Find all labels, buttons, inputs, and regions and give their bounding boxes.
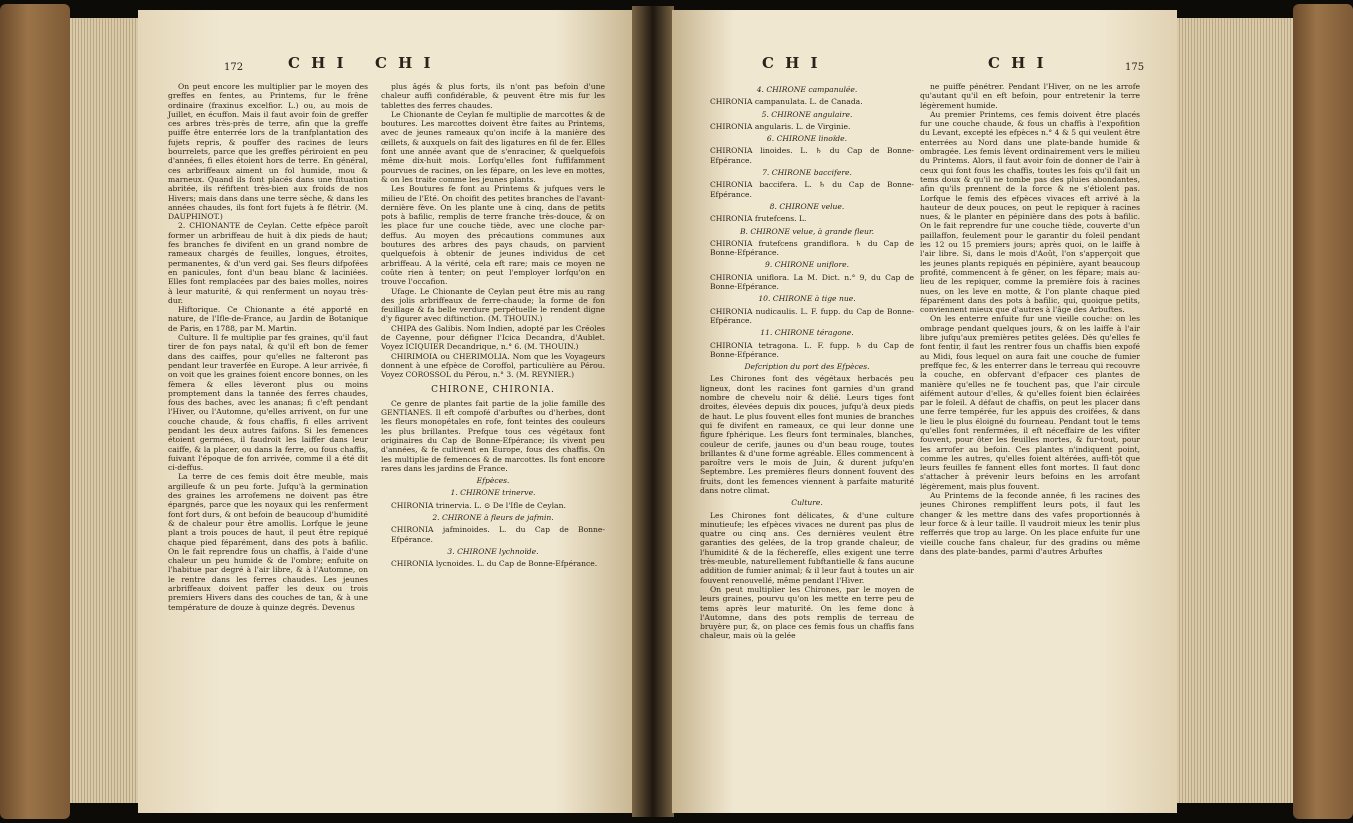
subsection-heading: Culture.: [791, 498, 823, 508]
species-entry: CHIRONIA angularis. L. de Virginie.: [710, 121, 851, 131]
page-edges-left: [70, 18, 138, 803]
paragraph: CHIPA des Galibis. Nom Indien, adopté par les Créoles de Cayenne, pour défigner l'Icica Decandra, d'Aublet. Voyez ICIQUIER Decandrique, n.° 6. (M. THOUIN.): [381, 323, 605, 352]
species-entry: 4. CHIRONE campanulée.: [756, 85, 858, 94]
subsection-heading: Defcription du port des Efpèces.: [744, 362, 870, 372]
paragraph: Culture. Il fe multiplie par fes graines, qu'il faut tirer de fon pays natal, & qu'il eft bon de femer dans des caiffes, pour qu'elles ne falteront pas pendant leur traverfée en Europe. A leur arrivée, fi on voit que les graines foient encore bonnes, on les fèmera & elles lèveront plus ou moins promptement dans la tannée des ferres chaudes, fous des baches, avec les ananas; fi c'eft pendant l'Hiver, ou l'Automne, qu'elles arrivent, on fur une couche chaude, & fous chaffis, fi elles arrivent pendant les deux autres faifons. Si les femences étoient germées, il faudroit les laiffer dans leur caiffe, & la placer, ou dans la ferre, ou fous chaffis, fuivant l'époque de fon arrivée, comme il a été dit ci-deffus.: [168, 333, 368, 473]
paragraph: Au premier Printems, ces femis doivent être placés fur une couche chaude, & fous un chaffis à l'expofition du Levant, excepté les efpèces n.° 4 & 5 qui veulent être enterrées au Nord dans une plate-bande humide & ombragée. Les femis lèvent ordinairement vers le milieu du Printems. Alors, il faut avoir foin de donner de l'air à ceux qui font fous les chaffis, toutes les fois qu'il fait un tems doux & qu'il ne tombe pas des pluies abondantes, afin qu'ils prennent de la force & ne s'étiolent pas. Lorfque le femis des efpèces vivaces eft arrivé à la hauteur de deux pouces, on peut le repiquer à racines nues, & le planter en pépinière dans des pots à bafilic. On le fait reprendre fur une couche tiède, couverte d'un paillaffon, feulement pour le garantir du foleil pendant les 12 ou 15 premiers jours; après quoi, on le laiffe à l'air libre. Si, dans le mois d'Août, l'on s'apperçoit que les jeunes plants repiqués en pépinière, ayant beaucoup profité, commencent à fe gêner, on les fépare; mais au-lieu de les repiquer, comme la première fois à racines nues, on les leve en motte, & l'on plante chaque pied féparément dans des pots à bafilic, qui, quoique petits, conviennent mieux que d'autres à l'âge des Arbuftes.: [920, 109, 1140, 315]
book-cover-left: [0, 4, 70, 819]
species-entry: 8. CHIRONE velue.: [769, 201, 845, 211]
subsection-heading: Efpèces.: [476, 476, 510, 486]
species-entry: CHIRONIA lycnoides. L. du Cap de Bonne-Efpérance.: [391, 559, 598, 569]
page-175-col-2: [920, 10, 1177, 813]
paragraph: La terre de ces femis doit être meuble, mais argilleufe & un peu forte. Jufqu'à la germination des graines les arrofemens ne doivent pas être épargnés, parce que les noyaux qui les renferment font fort durs, & ont befoin de beaucoup d'humidité & de chaleur pour être amollis. Lorfque le jeune plant a trois pouces de haut, il peut être repiqué chaque pied féparément, dans des pots à bafilic. On le fait reprendre fous un chaffis, à l'aide d'une chaleur un peu humide & de l'ombre; enfuite on l'habitue par degré à l'air libre, & à l'Automne, on le rentre dans les ferres chaudes. Les jeunes arbriffeaux doivent paffer les deux ou trois premiers Hivers dans des couches de tan, & à une température de douze à quinze degrés. Devenus: [168, 472, 368, 612]
species-entry: CHIRONIA frutefcens. L.: [710, 214, 807, 224]
page-175-col-1: [672, 10, 920, 813]
species-entry: CHIRONIA uniflora. La M. Dict. n.° 9, du Cap de Bonne-Efpérance.: [710, 272, 914, 292]
species-entry: 9. CHIRONE uniflore.: [764, 260, 850, 270]
species-entry: 6. CHIRONE linoïde.: [766, 134, 848, 144]
species-entry: 10. CHIRONE à tige nue.: [758, 294, 856, 304]
paragraph: On peut encore les multiplier par le moyen des greffes en fentes, au Printems, fur le frêne ordinaire (fraxinus excelfior. L.) ou, au mois de Juillet, en écuffon. Mais il faut avoir foin de greffer ces arbres très-près de terre, afin que la greffe puiffe être enterrée lors de la tranfplantation des fujets repris, & pouffer des racines de leurs bourrelets, parce que les greffes périroient en peu d'années, fi elles étoient hors de terre. En général, ces arbriffeaux aiment un fol humide, mou & marneux. Quand ils font placés dans une fituation abritée, ils réfiftent très-bien aux froids de nos Hivers; mais dans dans une terre sèche, & dans les années chaudes, ils font fort fujets à fe flétrir. (M. DAUPHINOT.): [168, 82, 368, 222]
page-number: 172: [224, 62, 244, 73]
paragraph: On les enterre enfuite fur une vieille couche: on les ombrage pendant quelques jours, & on les laiffe à l'air libre jufqu'aux premières petites gelées. Dès qu'elles fe font fentir, il faut les rentrer fous un chaffis bien expofé au Midi, fous lequel on aura fait une couche de fumier preffque fec, & les enterrer dans le terreau qui recouvre la couche, en obfervant d'efpacer ces plantes de manière qu'elles ne fe touchent pas, que l'air circule aifément autour d'elles, & qu'elles foient bien éclairées par le foleil. A défaut de chaffis, on peut les placer dans une ferre tempérée, fur les appuis des croifées, & dans le lieu le plus éloigné du fourneau. Pendant tout le tems qu'elles font renfermées, il eft néceffaire de les vifiter fouvent, pour ôter les feuilles mortes, & fur-tout, pour les arrofer au befoin. Ces plantes n'indiquent point, comme les autres, qu'elles foient altérées, auffi-tôt que leurs feuilles fe fannent elles font mortes. Il faut donc s'attacher à prévenir leurs befoins en les arrofant légèrement, mais plus fouvent.: [920, 314, 1140, 491]
paragraph: 2. CHIONANTE de Ceylan. Cette efpèce paroît former un arbriffeau de huit à dix pieds de haut; fes branches fe divifent en un grand nombre de rameaux chargés de feuilles, longues, étroites, permanentes, & d'un verd gai. Ses fleurs difpofées en panicules, font d'un beau blanc & laciniées. Elles font remplacées par des baies molles, noires à leur maturité, & qui renferment un noyau très-dur.: [168, 221, 368, 305]
species-entry: 1. CHIRONE trinerve.: [450, 488, 536, 498]
running-header: C H I: [375, 54, 434, 72]
species-entry: CHIRONIA nudicaulis. L. F. fupp. du Cap de Bonne-Efpérance.: [710, 306, 914, 325]
species-entry: 11. CHIRONE téragone.: [760, 328, 854, 338]
paragraph: Ufage. Le Chionante de Ceylan peut être mis au rang des jolis arbriffeaux de ferre-chaude; la forme de fon feuillage & fa belle verdure perpétuelle le rendent digne d'y figurer avec diftinction. (M. THOUIN.): [381, 286, 605, 324]
paragraph: Au Printems de la feconde année, fi les racines des jeunes Chirones rempliffent leurs pots, il faut les changer & les mettre dans des vafes proportionnés à leur force & à leur taille. Il vaudroit mieux les tenir plus refferrés que trop au large. On les place enfuite fur une vieille couche fans chaleur, fur des gradins ou même dans des plate-bandes, parmi d'autres Arbuftes: [920, 491, 1140, 556]
text-column: [920, 82, 1140, 556]
species-entry: 5. CHIRONE angulaire.: [761, 109, 853, 119]
paragraph: Hiftorique. Ce Chionante a été apporté en nature, de l'Ifle-de-France, au Jardin de Botanique de Paris, en 1788, par M. Martin.: [168, 305, 368, 333]
paragraph: On peut multiplier les Chirones, par le moyen de leurs graines, pourvu qu'on les mette en terre peu de tems après leur maturité. On les feme donc à l'Automne, dans des pots remplis de terreau de bruyère pur, &, on place ces femis fous un chaffis fans chaleur, mais où la gelée: [700, 584, 914, 641]
species-entry: CHIRONIA tetragona. L. F. fupp. ♄ du Cap de Bonne-Efpérance.: [710, 340, 914, 359]
page-172-col-2: [375, 10, 633, 813]
running-header: C H I: [288, 54, 347, 72]
species-entry: B. CHIRONE velue, à grande fleur.: [739, 226, 875, 236]
species-entry: 3. CHIRONE lychnoïde.: [447, 546, 539, 556]
text-column: [168, 82, 368, 612]
species-entry: CHIRONIA trinervia. L. ⊙ De l'Ifle de Ceylan.: [391, 500, 566, 510]
species-entry: 2. CHIRONE à fleurs de jafmin.: [432, 513, 554, 523]
running-header: C H I: [762, 54, 821, 72]
paragraph: CHIRIMOIA ou CHERIMOLIA. Nom que les Voyageurs donnent à une efpèce de Coroffol, particulière au Pérou. Voyez COROSSOL du Pérou, n.° 3. (M. REYNIER.): [381, 351, 605, 380]
text-column: [381, 82, 605, 569]
species-entry: CHIRONIA frutefcens grandiflora. ♄ du Cap de Bonne-Efpérance.: [710, 238, 914, 258]
paragraph: ne puiffe pénétrer. Pendant l'Hiver, on ne les arrofe qu'autant qu'il en eft befoin, pour entretenir la terre légèrement humide.: [920, 82, 1140, 110]
running-header: C H I: [988, 54, 1047, 72]
species-entry: 7. CHIRONE baccifere.: [762, 168, 852, 178]
species-entry: CHIRONIA jafminoides. L. du Cap de Bonne-Efpérance.: [391, 525, 605, 544]
section-heading: CHIRONE, CHIRONIA.: [431, 384, 555, 395]
paragraph: Ce genre de plantes fait partie de la jolie famille des GENTIANES. Il eft compofé d'arbuftes ou d'herbes, dont les fleurs monopétales en rofe, font teintes des couleurs les plus brillantes. Prefque tous ces végétaux font originaires du Cap de Bonne-Efpérance; ils vivent peu d'années, & fe cultivent en Europe, fous des chaffis. On les multiplie de femences & de marcottes. Ils font encore rares dans les jardins de France.: [381, 398, 605, 473]
page-number: 175: [1125, 62, 1145, 73]
paragraph: Les Chirones font des végétaux herbacés peu ligneux, dont les racines font garnies d'un grand nombre de chevelu noir & délié. Leurs tiges font droites, élevées depuis dix pouces, jufqu'à deux pieds de haut. Le plus fouvent elles font munies de branches qui fe divifent en rameaux, ce qui leur donne une figure fphérique. Les fleurs font terminales, blanches, couleur de cerife, jaunes ou d'un beau rouge, toutes brillantes & d'une forme agréable. Elles commencent à paroître vers le mois de Juin, & durent jufqu'en Septembre. Les premières fleurs donnent fouvent des fruits, dont les femences viennent à parfaite maturité dans notre climat.: [700, 374, 914, 495]
paragraph: Les Boutures fe font au Printems & jufques vers le milieu de l'Eté. On choifit des petites branches de l'avant-dernière fève. On les plante une à cinq, dans de petits pots à bafilic, remplis de terre franche très-douce, & on les place fur une couche tiède, avec une cloche par-deffus. Au moyen des précautions communes aux boutures des arbres des pays chauds, on parvient quelquefois à obtenir de jeunes individus de cet arbriffeau. A la vérité, cela eft rare; mais ce moyen ne coûte rien à tenter; on peut l'employer lorfqu'on en trouve l'occafion.: [381, 184, 605, 287]
paragraph: Le Chionante de Ceylan fe multiplie de marcottes & de boutures. Les marcottes doivent être faites au Printems, avec de jeunes rameaux qu'on incife à la manière des œillets, & auxquels on fait des ligatures en fil de fer. Elles font une année avant que de s'enraciner, & quelquefois même dix-huit mois. Lorfqu'elles font fuffifamment pourvues de racines, on les fépare, on les leve en mottes, & on les traite comme les jeunes plants.: [381, 109, 605, 184]
page-172-col-1: [138, 10, 375, 813]
paragraph: Les Chirones font délicates, & d'une culture minutieufe; les efpèces vivaces ne durent pas plus de quatre ou cinq ans. Ces dernières veulent être garanties des gelées, de la trop grande chaleur, de l'humidité & de la fécherefſe, elles exigent une terre très-meuble, naturellement fubftantielle & fans aucune addition de fumier animal; & il leur faut à toutes un air fouvent renouvellé, même pendant l'Hiver.: [700, 510, 914, 585]
book-cover-right: [1293, 4, 1353, 819]
text-column: [700, 82, 914, 641]
page-edges-right: [1177, 18, 1293, 803]
species-entry: CHIRONIA baccifera. L. ♄ du Cap de Bonne-Efpérance.: [710, 180, 914, 199]
species-entry: CHIRONIA campanulata. L. de Canada.: [710, 97, 863, 107]
species-entry: CHIRONIA linoides. L. ♄ du Cap de Bonne-Efpérance.: [710, 146, 914, 165]
book-gutter: [632, 6, 674, 817]
paragraph: plus âgés & plus forts, ils n'ont pas befoin d'une chaleur auffi confidérable, & peuvent être mis fur les tablettes des ferres chaudes.: [381, 82, 605, 110]
